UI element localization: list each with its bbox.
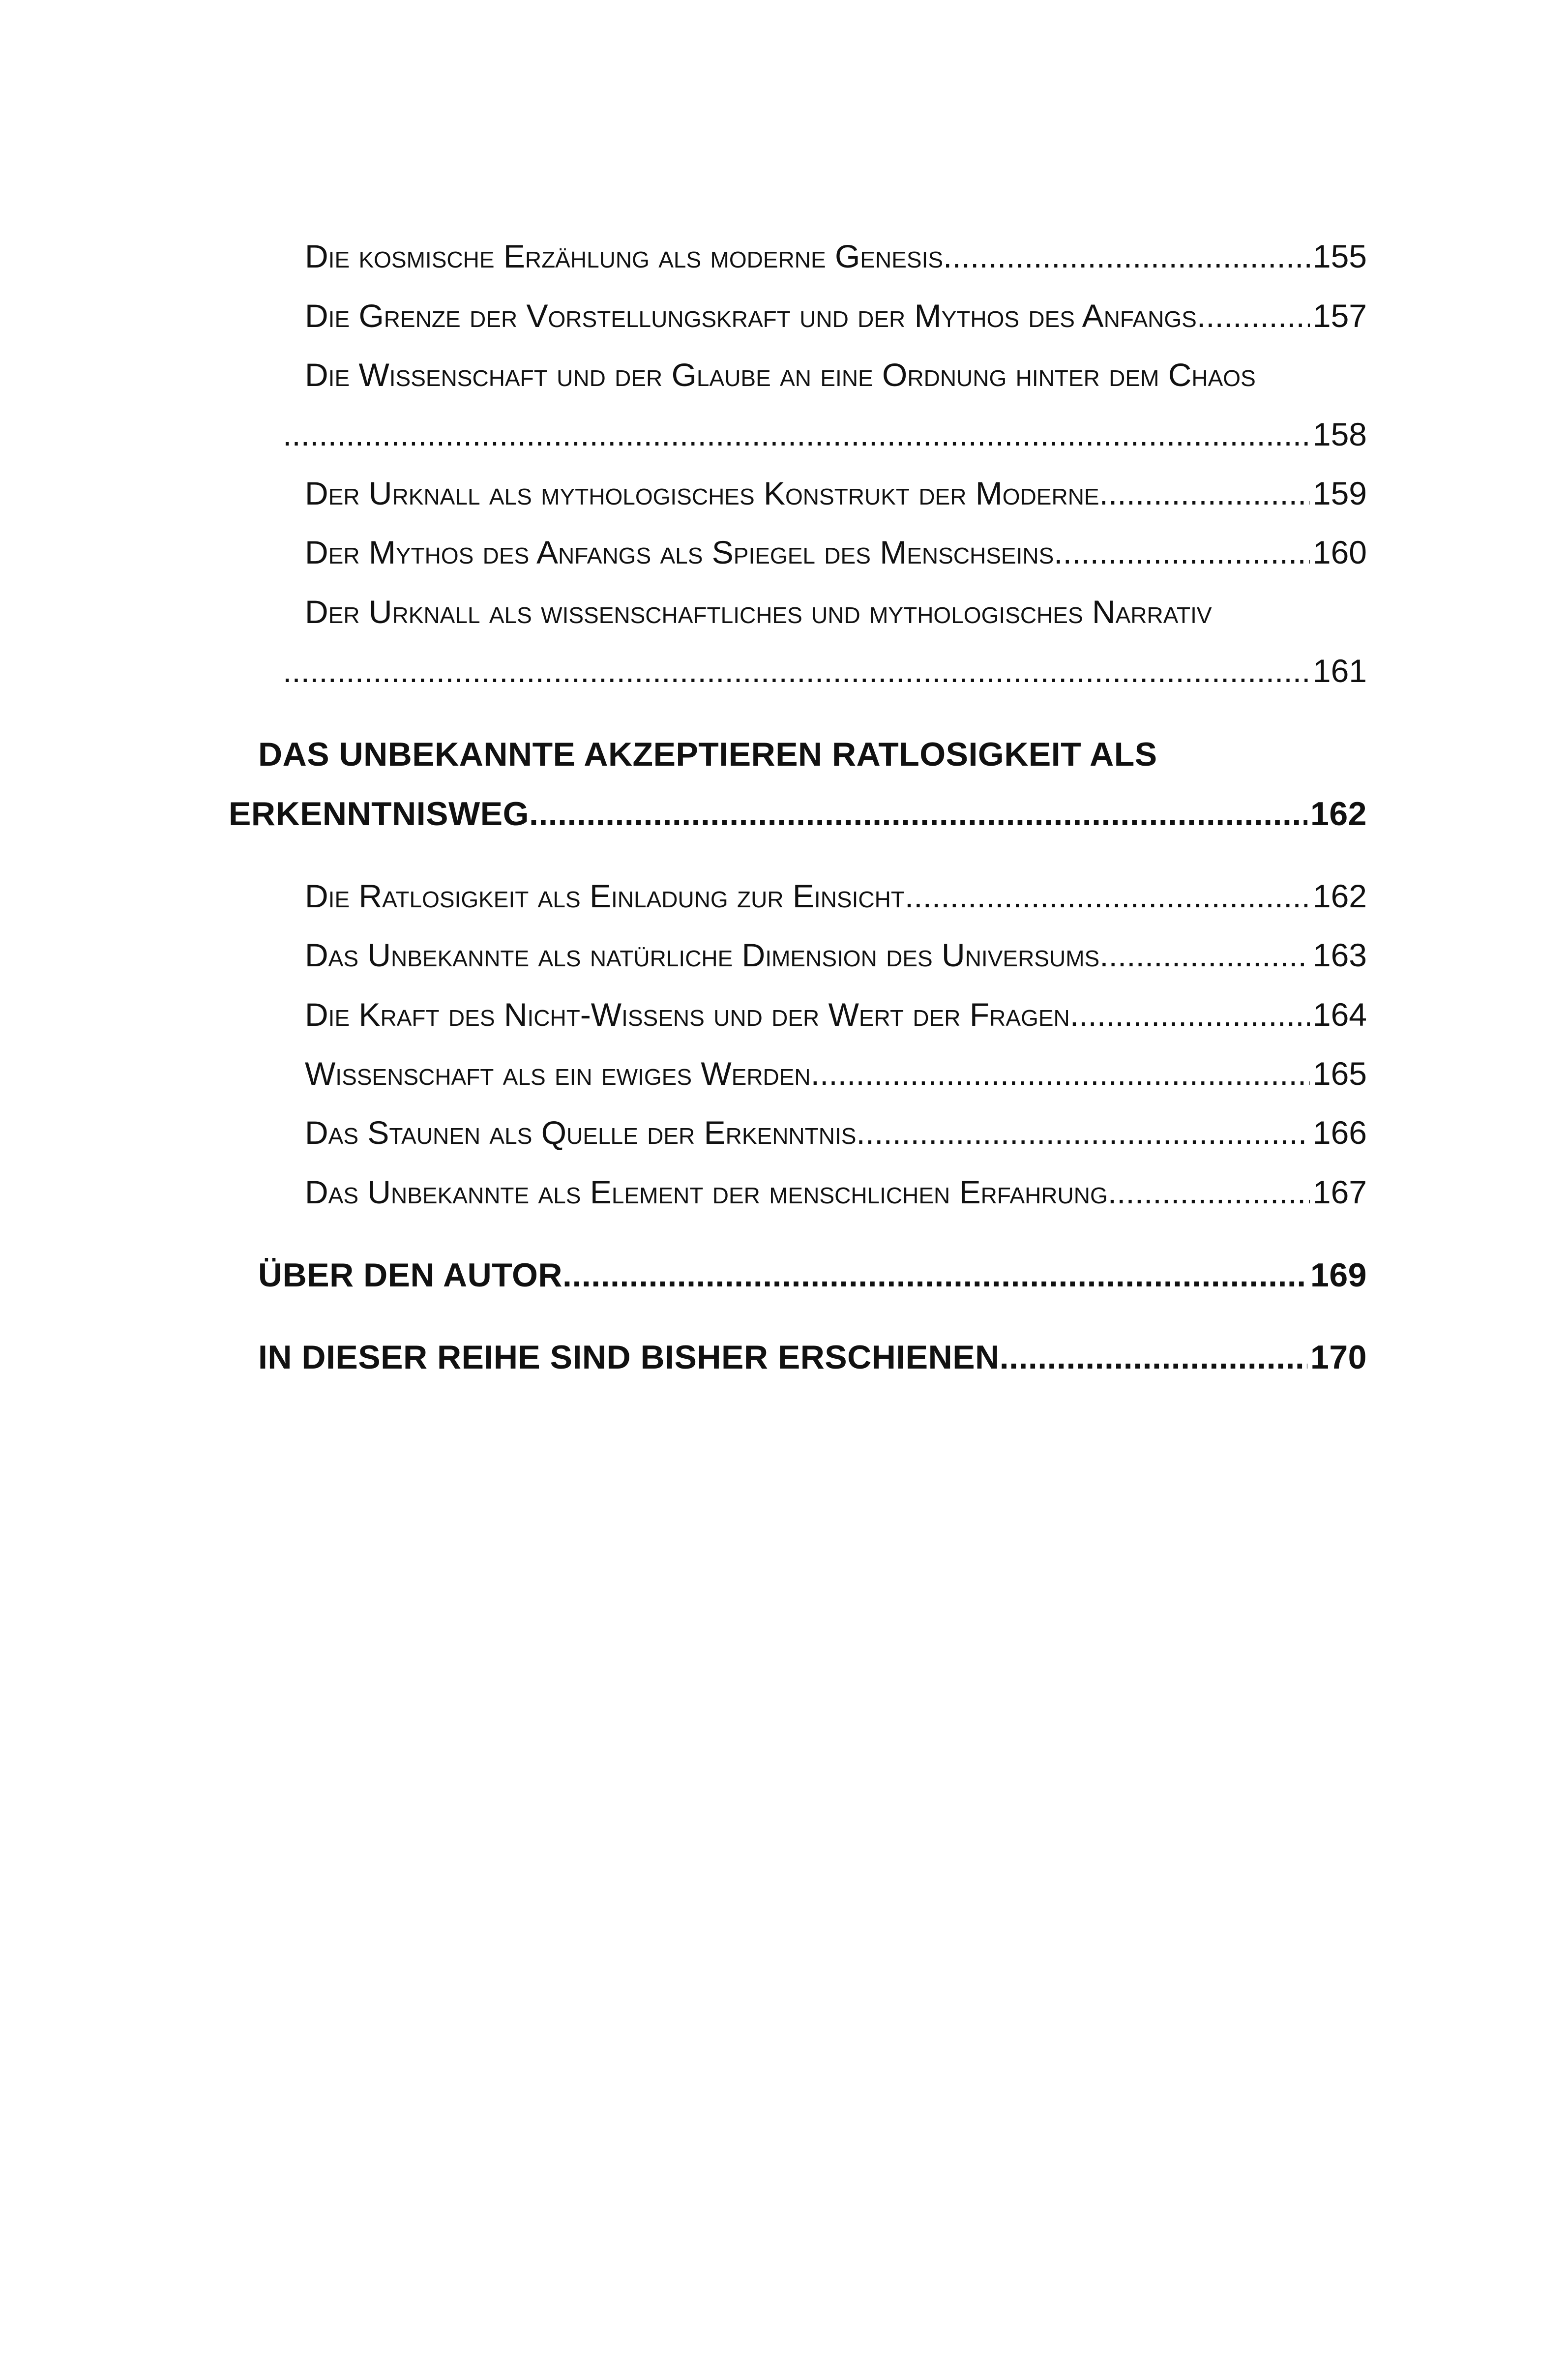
chapter-heading-leader-line[interactable] (229, 790, 1367, 837)
toc-entry-title: Das Staunen als Quelle der Erkenntnis (305, 1114, 857, 1151)
toc-entry-title: Der Urknall als mythologisches Konstrukt der Moderne (305, 475, 1099, 511)
dot-leader (283, 412, 1310, 456)
toc-entry[interactable] (305, 471, 1367, 515)
toc-entry[interactable] (305, 1051, 1367, 1096)
chapter-title: IN DIESER REIHE SIND BISHER ERSCHIENEN (258, 1339, 1000, 1376)
toc-entry[interactable] (305, 234, 1367, 278)
toc-entry-page: 166 (1312, 1114, 1367, 1151)
toc-entry[interactable] (305, 530, 1367, 574)
dot-leader (1206, 294, 1310, 338)
dot-leader (283, 649, 1310, 693)
toc-entry-page: 155 (1312, 238, 1367, 274)
dot-leader (856, 1110, 1309, 1155)
toc-entry-title-line[interactable] (305, 590, 1367, 634)
dot-leader (1108, 1170, 1310, 1214)
toc-entry-page: 167 (1312, 1174, 1367, 1210)
toc-entry-title: Die Ratlosigkeit als Einladung zur Einsicht (305, 878, 905, 914)
chapter-title: ERKENNTNISWEG (229, 795, 529, 833)
toc-entry-page: 165 (1312, 1055, 1367, 1092)
toc-entry-title: Die Wissenschaft und der Glaube an eine Ordnung hinter dem Chaos (305, 357, 1256, 393)
toc-entry-page: 157 (1312, 298, 1367, 334)
dot-leader (1070, 992, 1310, 1037)
chapter-title: ÜBER DEN AUTOR (258, 1256, 563, 1294)
toc-entry-title-line[interactable] (305, 353, 1367, 397)
dot-leader (905, 874, 1310, 918)
toc-entry-title: Die Grenze der Vorstellungskraft und der Mythos des Anfangs. (305, 298, 1206, 334)
toc-entry-title: Wissenschaft als ein ewiges Werden (305, 1055, 811, 1092)
chapter-heading[interactable] (258, 1334, 1367, 1381)
chapter-page: 162 (1310, 795, 1367, 833)
chapter-heading-line[interactable] (258, 731, 1367, 778)
toc-entry-title: Das Unbekannte als natürliche Dimension des Universums (305, 937, 1100, 973)
toc-entry-page: 158 (1312, 416, 1367, 452)
toc-entry-title: Der Mythos des Anfangs als Spiegel des Menschseins (305, 534, 1054, 570)
toc-entry-page: 164 (1312, 996, 1367, 1033)
dot-leader (811, 1051, 1310, 1096)
toc-entry-leader-line[interactable] (283, 649, 1367, 693)
dot-leader (943, 234, 1310, 278)
toc-entry[interactable] (305, 1170, 1367, 1214)
dot-leader (562, 1252, 1307, 1299)
toc-entry-title: Die Kraft des Nicht-Wissens und der Wert der Fragen (305, 996, 1070, 1033)
toc-entry[interactable] (305, 1110, 1367, 1155)
dot-leader (529, 790, 1307, 837)
dot-leader (1099, 471, 1310, 515)
dot-leader (1099, 933, 1310, 977)
toc-entry-leader-line[interactable] (283, 412, 1367, 456)
toc-entry-title: Der Urknall als wissenschaftliches und mythologisches Narrativ (305, 594, 1212, 630)
toc-entry[interactable] (305, 992, 1367, 1037)
toc-entry-page: 160 (1312, 534, 1367, 570)
toc-entry-page: 159 (1312, 475, 1367, 511)
chapter-title: DAS UNBEKANNTE AKZEPTIEREN RATLOSIGKEIT ALS (258, 736, 1157, 773)
chapter-page: 170 (1310, 1339, 1367, 1376)
dot-leader (1054, 530, 1310, 574)
chapter-heading[interactable] (258, 1252, 1367, 1299)
toc-entry-title: Das Unbekannte als Element der menschlichen Erfahrung (305, 1174, 1108, 1210)
toc-entry-page: 161 (1312, 653, 1367, 689)
toc-entry-title: Die kosmische Erzählung als moderne Genesis (305, 238, 944, 274)
toc-entry[interactable] (305, 874, 1367, 918)
chapter-page: 169 (1310, 1256, 1367, 1294)
toc-entry[interactable] (305, 294, 1367, 338)
toc-entry[interactable] (305, 933, 1367, 977)
dot-leader (1000, 1334, 1307, 1381)
toc-entry-page: 162 (1312, 878, 1367, 914)
toc-entry-page: 163 (1312, 937, 1367, 973)
